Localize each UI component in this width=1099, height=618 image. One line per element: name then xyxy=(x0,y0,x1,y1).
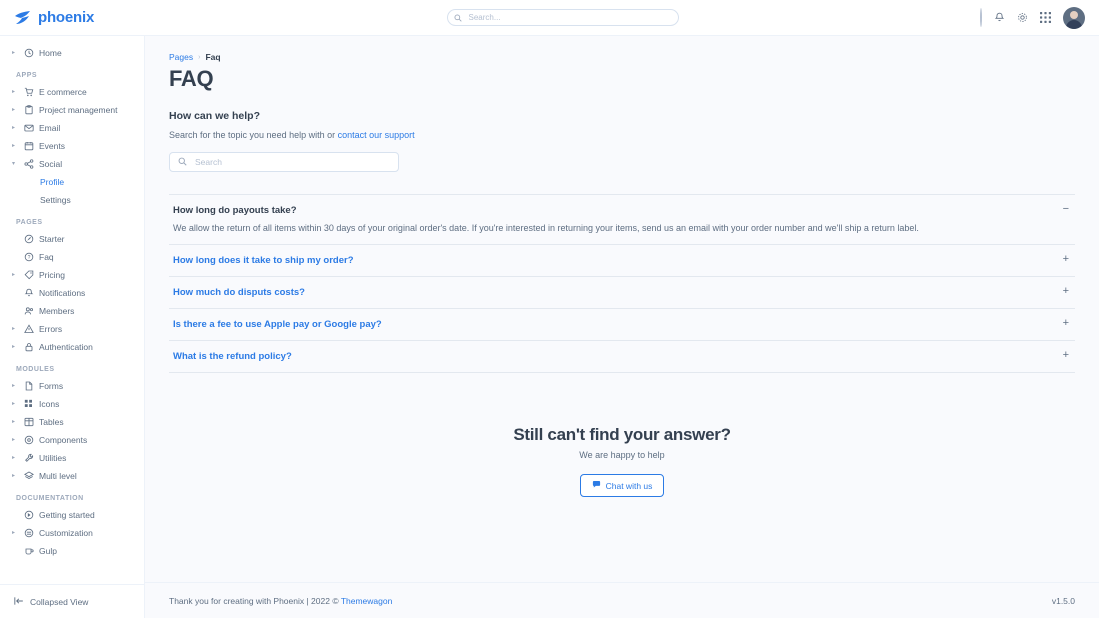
layers-icon xyxy=(23,471,34,481)
apps-grid-icon[interactable] xyxy=(1040,12,1051,23)
chevron-right-icon: ▸ xyxy=(12,455,16,461)
faq-question: How much do disputs costs? xyxy=(173,287,305,299)
plus-icon[interactable]: + xyxy=(1062,349,1069,362)
search-input[interactable] xyxy=(467,12,672,23)
sidebar-item-pricing[interactable] xyxy=(0,266,144,284)
plus-icon[interactable]: + xyxy=(1062,253,1069,266)
clipboard-icon xyxy=(23,105,34,115)
sidebar-item-label: Social xyxy=(39,159,63,169)
contact-support-link[interactable]: contact our support xyxy=(337,130,415,140)
calendar-icon xyxy=(23,141,34,151)
sliders-icon xyxy=(23,528,34,538)
sidebar-item-label: Members xyxy=(39,306,75,316)
file-icon xyxy=(23,381,34,391)
sidebar-item-label: Components xyxy=(39,435,88,445)
faq-header[interactable] xyxy=(173,255,1073,266)
sidebar-item-utilities[interactable] xyxy=(0,449,144,467)
sidebar-item-label: Multi level xyxy=(39,471,77,481)
table-icon xyxy=(23,417,34,427)
chat-button-label: Chat with us xyxy=(605,480,653,491)
chevron-right-icon: ▸ xyxy=(12,326,16,332)
sidebar-section-apps: APPS xyxy=(16,72,38,79)
collapse-icon xyxy=(14,596,24,608)
bell-icon xyxy=(23,288,34,298)
chevron-right-icon: ▸ xyxy=(12,50,16,56)
sidebar-item-label: Errors xyxy=(39,324,63,334)
page-title: FAQ xyxy=(169,66,214,91)
breadcrumb xyxy=(169,52,1075,62)
cup-icon xyxy=(23,546,34,556)
help-text: Search for the topic you need help with or xyxy=(169,130,338,140)
sidebar-item-notifications[interactable] xyxy=(0,284,144,302)
top-navbar xyxy=(0,0,1099,36)
sidebar-item-getting-started[interactable] xyxy=(0,506,144,524)
gear-icon[interactable] xyxy=(1017,12,1028,23)
faq-item[interactable] xyxy=(169,341,1075,373)
chevron-right-icon: ▸ xyxy=(12,272,16,278)
faq-item[interactable] xyxy=(169,309,1075,341)
sidebar-subitem-settings[interactable]: Settings xyxy=(40,195,71,205)
sidebar-item-e-commerce[interactable] xyxy=(0,83,144,101)
footer-version: v1.5.0 xyxy=(1051,595,1075,606)
chevron-right-icon: ▸ xyxy=(12,473,16,479)
sidebar-item-members[interactable] xyxy=(0,302,144,320)
wrench-icon xyxy=(23,453,34,463)
breadcrumb-separator: › xyxy=(198,53,201,61)
chevron-right-icon: ▸ xyxy=(12,107,16,113)
cart-icon xyxy=(23,87,34,97)
search-icon xyxy=(178,153,187,171)
chat-bubble-icon xyxy=(592,480,601,491)
faq-item[interactable] xyxy=(169,195,1075,245)
chevron-down-icon: ▾ xyxy=(12,161,16,167)
sidebar-subitem-profile[interactable]: Profile xyxy=(40,177,65,187)
sidebar-item-errors[interactable] xyxy=(0,320,144,338)
faq-question: How long does it take to ship my order? xyxy=(173,255,354,267)
svg-text:?: ? xyxy=(27,255,30,261)
sidebar-item-components[interactable] xyxy=(0,431,144,449)
chat-with-us-button[interactable] xyxy=(580,474,665,497)
faq-list xyxy=(169,194,1075,373)
faq-answer: We allow the return of all items within 30 days of your original order's date. If you're interested in returning your items, send us an email with your order number and we'll ship a return label. xyxy=(173,223,919,233)
sidebar-scroll xyxy=(0,36,144,584)
envelope-icon xyxy=(23,123,34,133)
sidebar-item-label: E commerce xyxy=(39,87,87,97)
sidebar-item-multi-level[interactable] xyxy=(0,467,144,485)
sidebar-item-forms[interactable] xyxy=(0,377,144,395)
chevron-right-icon: ▸ xyxy=(12,89,16,95)
share-icon xyxy=(23,159,34,169)
sidebar-item-label: Starter xyxy=(39,234,65,244)
sidebar-item-customization[interactable] xyxy=(0,524,144,542)
footer-text: Thank you for creating with Phoenix | 2022 © xyxy=(169,595,341,606)
sidebar-item-home[interactable] xyxy=(0,44,144,62)
faq-header[interactable] xyxy=(173,205,1073,216)
faq-header[interactable] xyxy=(173,319,1073,330)
faq-search-input[interactable] xyxy=(193,156,390,168)
faq-question: Is there a fee to use Apple pay or Google pay? xyxy=(173,319,382,331)
chevron-right-icon: ▸ xyxy=(12,125,16,131)
search-icon xyxy=(454,9,462,27)
breadcrumb-parent[interactable]: Pages xyxy=(169,52,194,62)
brand-name: phoenix xyxy=(38,9,95,26)
sidebar-item-label: Gulp xyxy=(39,546,57,556)
sidebar-section-pages: PAGES xyxy=(16,219,43,226)
sidebar-item-gulp[interactable] xyxy=(0,542,144,560)
sidebar-item-label: Tables xyxy=(39,417,64,427)
sidebar-item-social[interactable] xyxy=(0,155,144,173)
sidebar-section-documentation: DOCUMENTATION xyxy=(16,495,84,502)
chevron-right-icon: ▸ xyxy=(12,143,16,149)
chevron-right-icon: ▸ xyxy=(12,383,16,389)
sidebar-item-label: Authentication xyxy=(39,342,93,352)
faq-header[interactable] xyxy=(173,351,1073,362)
faq-header[interactable] xyxy=(173,287,1073,298)
sidebar-item-label: Email xyxy=(39,123,61,133)
topnav-actions xyxy=(980,7,1099,29)
chevron-right-icon: ▸ xyxy=(12,401,16,407)
collapsed-view-label: Collapsed View xyxy=(30,596,89,607)
sidebar-item-label: Utilities xyxy=(39,453,67,463)
breadcrumb-current: Faq xyxy=(205,52,221,62)
flag-icon xyxy=(23,510,34,520)
faq-question: What is the refund policy? xyxy=(173,351,292,363)
sidebar-item-tables[interactable] xyxy=(0,413,144,431)
sidebar-item-events[interactable] xyxy=(0,137,144,155)
tag-icon xyxy=(23,270,34,280)
question-circle-icon xyxy=(23,252,34,262)
lock-icon xyxy=(23,342,34,352)
phoenix-bird-icon xyxy=(14,10,32,26)
faq-item[interactable] xyxy=(169,277,1075,309)
sidebar-item-label: Events xyxy=(39,141,65,151)
sidebar-item-label: Getting started xyxy=(39,510,95,520)
sidebar-item-project-management[interactable] xyxy=(0,101,144,119)
minus-icon[interactable]: − xyxy=(1062,203,1069,215)
rocket-icon xyxy=(23,234,34,244)
sidebar-item-email[interactable] xyxy=(0,119,144,137)
chevron-right-icon: ▸ xyxy=(12,419,16,425)
faq-item[interactable] xyxy=(169,245,1075,277)
sidebar-item-label: Faq xyxy=(39,252,54,262)
sidebar-item-authentication[interactable] xyxy=(0,338,144,356)
clock-icon xyxy=(23,48,34,58)
help-title: How can we help? xyxy=(169,110,261,122)
main-column xyxy=(145,36,1099,618)
cta-title: Still can't find your answer? xyxy=(513,425,731,445)
page-footer xyxy=(145,582,1099,618)
grid-icon xyxy=(23,399,34,409)
global-search[interactable] xyxy=(447,9,679,26)
sidebar-item-faq[interactable] xyxy=(0,248,144,266)
chevron-right-icon: ▸ xyxy=(12,530,16,536)
plus-icon[interactable]: + xyxy=(1062,317,1069,330)
cta-section xyxy=(169,425,1075,497)
chevron-right-icon: ▸ xyxy=(12,344,16,350)
footer-credit xyxy=(169,596,392,606)
users-icon xyxy=(23,306,34,316)
brand[interactable] xyxy=(0,9,145,26)
collapsed-view-toggle[interactable] xyxy=(0,584,144,618)
chevron-right-icon: ▸ xyxy=(12,437,16,443)
themewagon-link[interactable]: Themewagon xyxy=(340,595,393,606)
faq-search[interactable] xyxy=(169,152,399,172)
sidebar-item-label: Home xyxy=(39,48,62,58)
top-search-wrap xyxy=(145,9,980,26)
faq-question: How long do payouts take? xyxy=(173,205,297,216)
sidebar xyxy=(0,36,145,618)
sidebar-item-label: Notifications xyxy=(39,288,86,298)
puzzle-icon xyxy=(23,435,34,445)
sidebar-item-label: Forms xyxy=(39,381,64,391)
sidebar-item-label: Icons xyxy=(39,399,60,409)
avatar[interactable] xyxy=(1063,7,1085,29)
sidebar-item-label: Project management xyxy=(39,105,118,115)
sidebar-item-label: Pricing xyxy=(39,270,65,280)
sidebar-item-icons[interactable] xyxy=(0,395,144,413)
help-subtitle xyxy=(169,130,1075,140)
plus-icon[interactable]: + xyxy=(1062,285,1069,298)
main-content xyxy=(145,36,1099,582)
warning-triangle-icon xyxy=(23,324,34,334)
bell-icon[interactable] xyxy=(994,12,1005,23)
sidebar-item-starter[interactable] xyxy=(0,230,144,248)
sidebar-item-label: Customization xyxy=(39,528,93,538)
sidebar-section-modules: MODULES xyxy=(16,366,55,373)
cta-subtitle: We are happy to help xyxy=(579,450,665,461)
body-row xyxy=(0,36,1099,618)
